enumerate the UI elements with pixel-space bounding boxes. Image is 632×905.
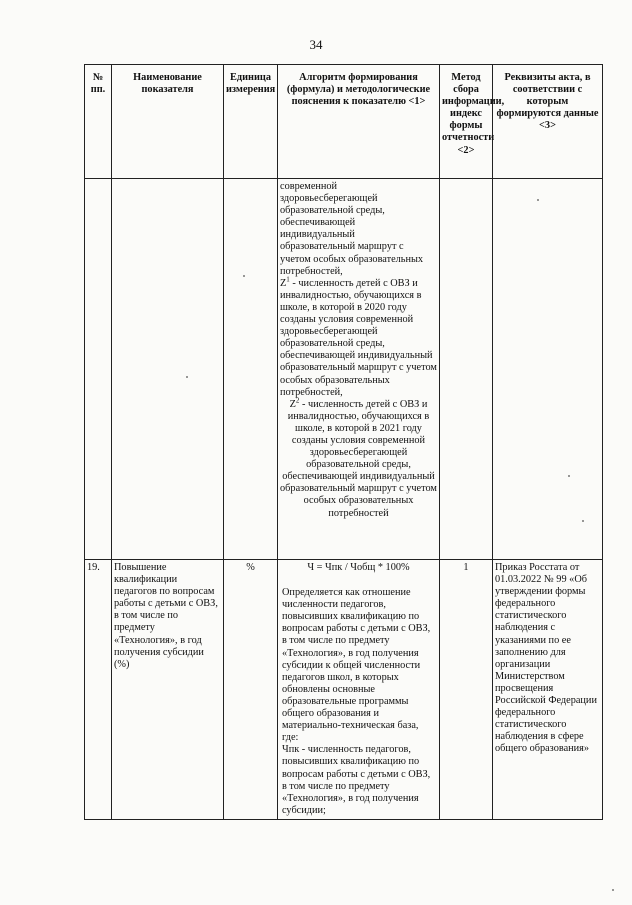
header-algorithm: Алгоритм формирования (формула) и методологические пояснения к показателю <1> (278, 65, 440, 179)
row19-chpk: Чпк - численность педагогов, повысивших квалификацию по вопросам работы с детьми с ОВЗ, в том числе по предмету «Технология», в год получения субсидии; (282, 744, 431, 816)
table-row-continuation (85, 179, 603, 560)
scan-speck (537, 199, 539, 201)
header-num: № пп. (85, 65, 112, 179)
row19-formula: Ч = Чпк / Чобщ * 100% (307, 562, 410, 573)
cell-name (112, 179, 224, 560)
z1-definition (280, 275, 437, 399)
header-name: Наименование показателя (112, 65, 224, 179)
cell-num (85, 179, 112, 560)
page-number: 34 (309, 37, 323, 52)
scan-speck (186, 376, 188, 378)
row19-algorithm (278, 560, 440, 820)
algo-line: индивидуальный (280, 229, 355, 241)
row19-definition: Определяется как отношение численности педагогов, повысивших квалификацию по вопросам работы с детьми с ОВЗ, в том числе по предмету «Технология», в год получения субсидии к общей численности педагогов школ, в которых обновлены основные образовательные программы общего образования и материально-техническая база, где: (282, 587, 431, 744)
row19-requisites: Приказ Росстата от 01.03.2022 № 99 «Об утверждении формы федерального статистического наблюдения с указаниями по ее заполнению для организации Министерством просвещения Российской Федерации федерального статистического наблюдения в сфере общего образования» (493, 560, 603, 820)
scan-speck (568, 475, 570, 477)
algo-line: потребностей, (280, 265, 343, 277)
z1-superscript: 1 (286, 275, 290, 284)
cell-requisites (493, 179, 603, 560)
header-method: Метод сбора информации, индекс формы отчетности <2> (440, 65, 493, 179)
indicators-table (84, 64, 603, 820)
header-requisites: Реквизиты акта, в соответствии с которым формируются данные <3> (493, 65, 603, 179)
algo-line: учетом особых образовательных (280, 253, 424, 265)
algo-line: здоровьесберегающей (280, 193, 378, 205)
algo-line: образовательный маршрут с (280, 241, 404, 253)
header-unit: Единица измерения (224, 65, 278, 179)
z2-text: - численность детей с ОВЗ и инвалидностью, обучающихся в школе, в которой в 2021 году созданы условия современной здоровьесберегающей образовательной среды, обеспечивающей индивидуальный образовательный маршрут с учетом особых образовательных потребностей (280, 398, 437, 519)
algo-line: образовательной среды, (280, 205, 385, 217)
z2-symbol: Z (289, 398, 296, 410)
cell-unit (224, 179, 278, 560)
algo-line: современной (280, 181, 338, 192)
table-header-row (85, 65, 603, 179)
cell-method (440, 179, 493, 560)
scan-speck (612, 889, 614, 891)
table-row-19 (85, 560, 603, 820)
z2-superscript: 2 (295, 396, 300, 405)
scan-speck (243, 275, 245, 277)
row19-name: Повышение квалификации педагогов по вопросам работы с детьми с ОВЗ, в том числе по предмету «Технология», в год получения субсидии (%) (112, 560, 224, 820)
scan-speck (582, 520, 584, 522)
z1-symbol: Z (280, 277, 287, 289)
cell-algorithm (278, 179, 440, 560)
z2-definition (280, 396, 437, 520)
row19-method: 1 (440, 560, 493, 820)
z1-text: - численность детей с ОВЗ и инвалидностью, обучающихся в школе, в которой в 2020 году созданы условия современной здоровьесберегающей образовательной среды, обеспечивающей индивидуальный образовательный маршрут с учетом особых образовательных потребностей, (280, 277, 437, 398)
algo-line: обеспечивающей (280, 217, 356, 229)
row19-unit: % (224, 560, 278, 820)
row19-num: 19. (85, 560, 112, 820)
